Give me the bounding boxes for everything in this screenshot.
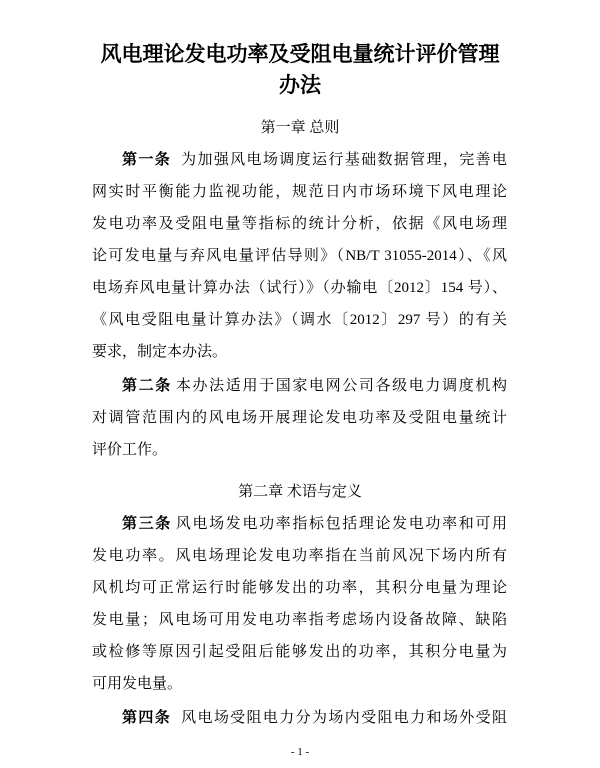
article-3	[92, 508, 507, 700]
paragraph-line	[92, 370, 507, 402]
article-1	[92, 144, 507, 368]
paragraph-line: 《风电受阻电量计算办法》（调水〔2012〕297 号）的有关	[92, 312, 507, 328]
paragraph-text: 风电场发电功率指标包括理论发电功率和可用	[175, 516, 507, 532]
page-number: - 1 -	[290, 746, 310, 758]
paragraph-line: 发电量；风电场可用发电功率指考虑场内设备故障、缺陷	[92, 612, 507, 628]
article-label: 第一条	[122, 152, 172, 168]
paragraph-line: 评价工作。	[92, 442, 168, 458]
chapter-1-heading: 第一章 总则	[260, 120, 340, 136]
paragraph-line: 电场弃风电量计算办法（试行）》（办输电〔2012〕154 号）、	[92, 280, 507, 296]
paragraph-text: 风电场受阻电力分为场内受阻电力和场外受阻	[181, 710, 507, 726]
chapter-2-heading: 第二章 术语与定义	[238, 484, 362, 500]
paragraph-line	[92, 144, 507, 176]
paragraph-line: 网实时平衡能力监视功能，规范日内市场环境下风电理论	[92, 184, 507, 200]
article-label: 第四条	[122, 710, 172, 726]
paragraph-line: 论可发电量与弃风电量评估导则》（NB/T 31055-2014）、《风	[92, 248, 507, 264]
article-2	[92, 370, 507, 466]
paragraph-line: 发电功率。风电场理论发电功率指在当前风况下场内所有	[92, 548, 507, 564]
paragraph-line: 或检修等原因引起受阻后能够发出的功率，其积分电量为	[92, 644, 507, 660]
paragraph-line: 风机均可正常运行时能够发出的功率，其积分电量为理论	[92, 580, 507, 596]
paragraph-line: 要求，制定本办法。	[92, 344, 228, 360]
paragraph-line	[92, 702, 507, 734]
article-label: 第三条	[122, 516, 172, 532]
paragraph-line: 发电功率及受阻电量等指标的统计分析，依据《风电场理	[92, 216, 507, 232]
title-line: 风电理论发电功率及受阻电量统计评价管理	[100, 42, 500, 66]
paragraph-line	[92, 508, 507, 540]
document-title	[0, 39, 600, 101]
title-line: 办法	[279, 73, 321, 97]
paragraph-text: 为加强风电场调度运行基础数据管理，完善电	[181, 152, 507, 168]
article-label: 第二条	[122, 378, 172, 394]
paragraph-line: 对调管范围内的风电场开展理论发电功率及受阻电量统计	[92, 410, 507, 426]
article-4	[92, 702, 507, 734]
paragraph-line: 可用发电量。	[92, 676, 183, 692]
paragraph-text: 本办法适用于国家电网公司各级电力调度机构	[175, 378, 507, 394]
